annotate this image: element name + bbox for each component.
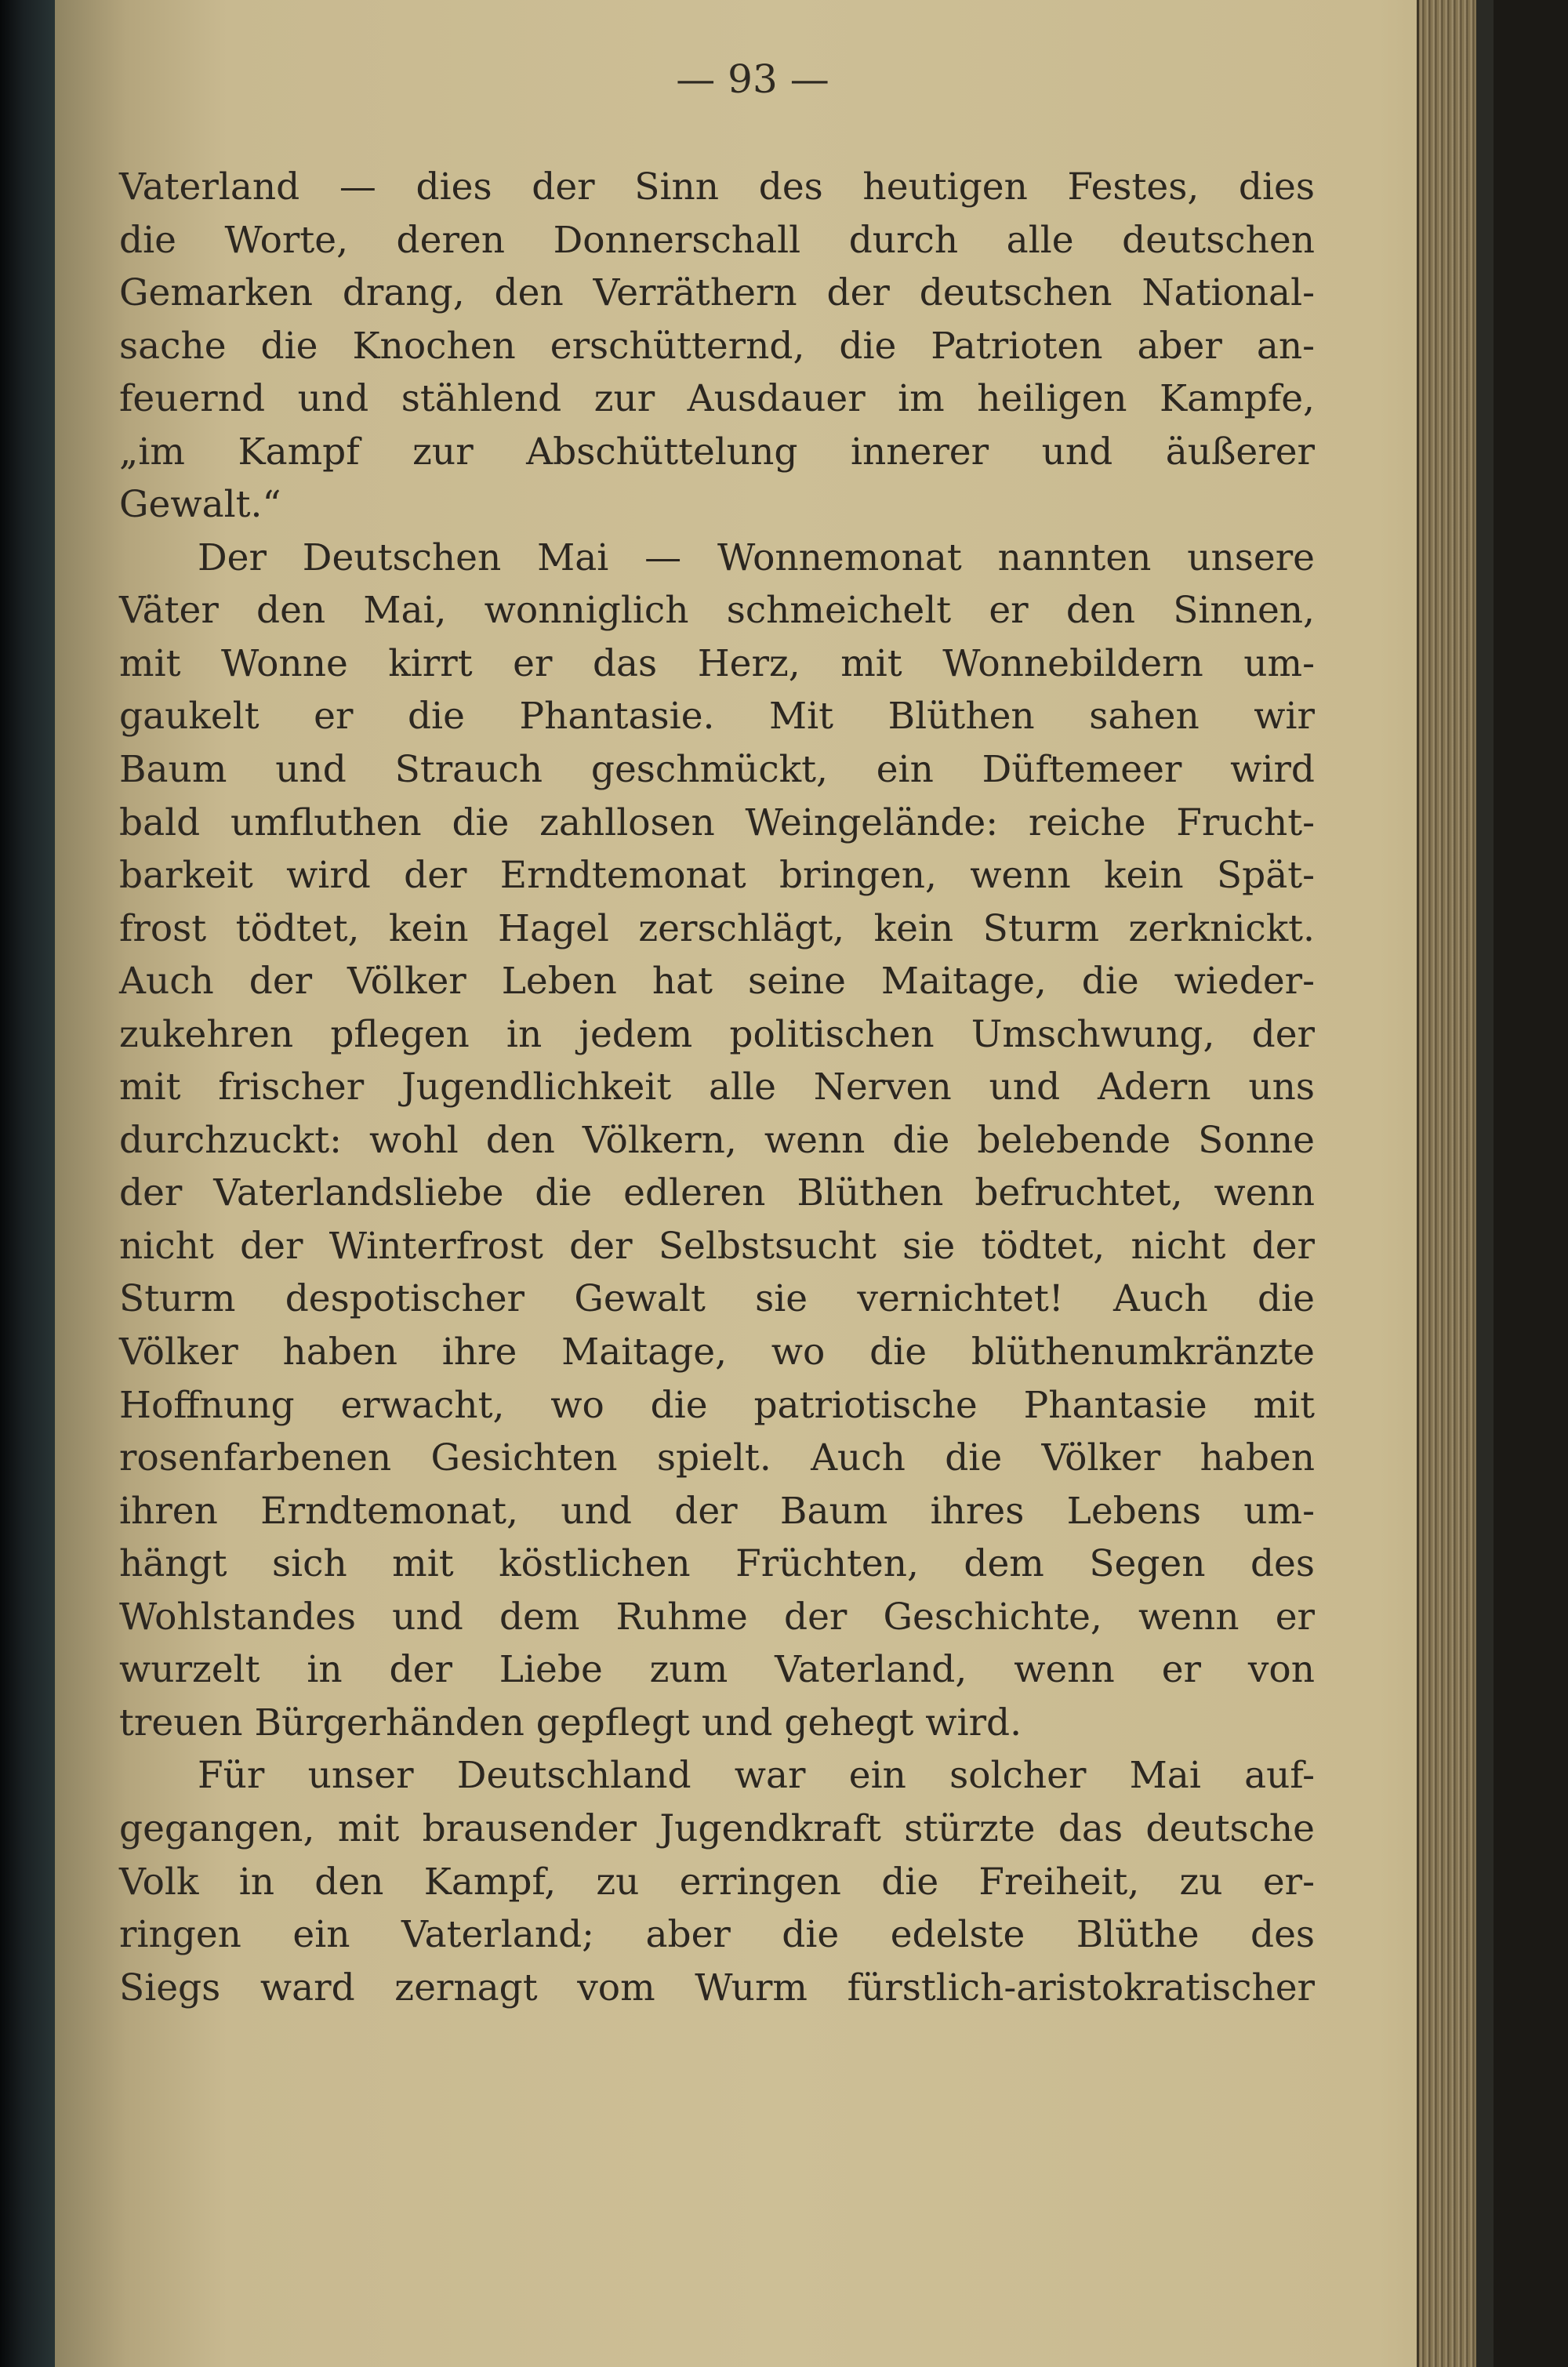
text-line: ringen ein Vaterland; aber die edelste Blüthe des	[119, 1913, 1315, 1957]
text-line: ihren Erndtemonat, und der Baum ihres Lebens um-	[119, 1489, 1315, 1533]
text-line: sache die Knochen erschütternd, die Patrioten aber an-	[119, 324, 1315, 368]
text-line: feuernd und stählend zur Ausdauer im heiligen Kampfe,	[119, 377, 1315, 421]
text-line: rosenfarbenen Gesichten spielt. Auch die Völker haben	[119, 1436, 1315, 1480]
text-line: mit Wonne kirrt er das Herz, mit Wonnebildern um-	[119, 641, 1315, 685]
text-line: gegangen, mit brausender Jugendkraft stürzte das deutsche	[119, 1806, 1315, 1850]
text-line: Völker haben ihre Maitage, wo die blüthenumkränzte	[119, 1331, 1315, 1374]
text-line: die Worte, deren Donnerschall durch alle deutschen	[119, 218, 1315, 262]
text-line: Gemarken drang, den Verräthern der deutschen National-	[119, 271, 1315, 315]
book-cover-edge	[1476, 0, 1494, 2367]
text-line: nicht der Winterfrost der Selbstsucht sie tödtet, nicht der	[119, 1224, 1315, 1268]
text-line: frost tödtet, kein Hagel zerschlägt, kein Sturm zerknickt.	[119, 906, 1315, 950]
text-line: Baum und Strauch geschmückt, ein Düftemeer wird	[119, 748, 1315, 792]
text-line: „im Kampf zur Abschüttelung innerer und äußerer	[119, 430, 1315, 474]
text-line: zukehren pflegen in jedem politischen Umschwung, der	[119, 1012, 1315, 1056]
text-line: wurzelt in der Liebe zum Vaterland, wenn er von	[119, 1648, 1315, 1692]
text-line: treuen Bürgerhänden gepflegt und gehegt wird.	[119, 1701, 1022, 1744]
text-line: Der Deutschen Mai — Wonnemonat nannten unsere	[198, 535, 1315, 579]
text-line: Für unser Deutschland war ein solcher Mai auf-	[198, 1754, 1315, 1798]
page-number: — 93 —	[676, 56, 829, 102]
text-line: Gewalt.“	[119, 483, 281, 527]
text-line: barkeit wird der Erndtemonat bringen, wenn kein Spät-	[119, 854, 1315, 898]
text-line: durchzuckt: wohl den Völkern, wenn die belebende Sonne	[119, 1118, 1315, 1162]
text-line: bald umfluthen die zahllosen Weingelände: reiche Frucht-	[119, 800, 1315, 844]
text-line: der Vaterlandsliebe die edleren Blüthen befruchtet, wenn	[119, 1171, 1315, 1215]
text-line: Auch der Völker Leben hat seine Maitage, die wieder-	[119, 960, 1315, 1004]
text-line: hängt sich mit köstlichen Früchten, dem Segen des	[119, 1542, 1315, 1586]
text-line: Vaterland — dies der Sinn des heutigen Festes, dies	[119, 165, 1315, 209]
text-line: gaukelt er die Phantasie. Mit Blüthen sahen wir	[119, 695, 1315, 739]
body-text	[119, 161, 1315, 2014]
text-line: Volk in den Kampf, zu erringen die Freiheit, zu er-	[119, 1860, 1315, 1904]
text-line: Wohlstandes und dem Ruhme der Geschichte, wenn er	[119, 1595, 1315, 1639]
text-line: Hoffnung erwacht, wo die patriotische Phantasie mit	[119, 1383, 1315, 1427]
text-line: Siegs ward zernagt vom Wurm fürstlich-aristokratischer	[119, 1966, 1315, 2009]
text-line: Sturm despotischer Gewalt sie vernichtet! Auch die	[119, 1277, 1315, 1321]
text-line: Väter den Mai, wonniglich schmeichelt er den Sinnen,	[119, 589, 1315, 633]
text-line: mit frischer Jugendlichkeit alle Nerven und Adern uns	[119, 1066, 1315, 1109]
